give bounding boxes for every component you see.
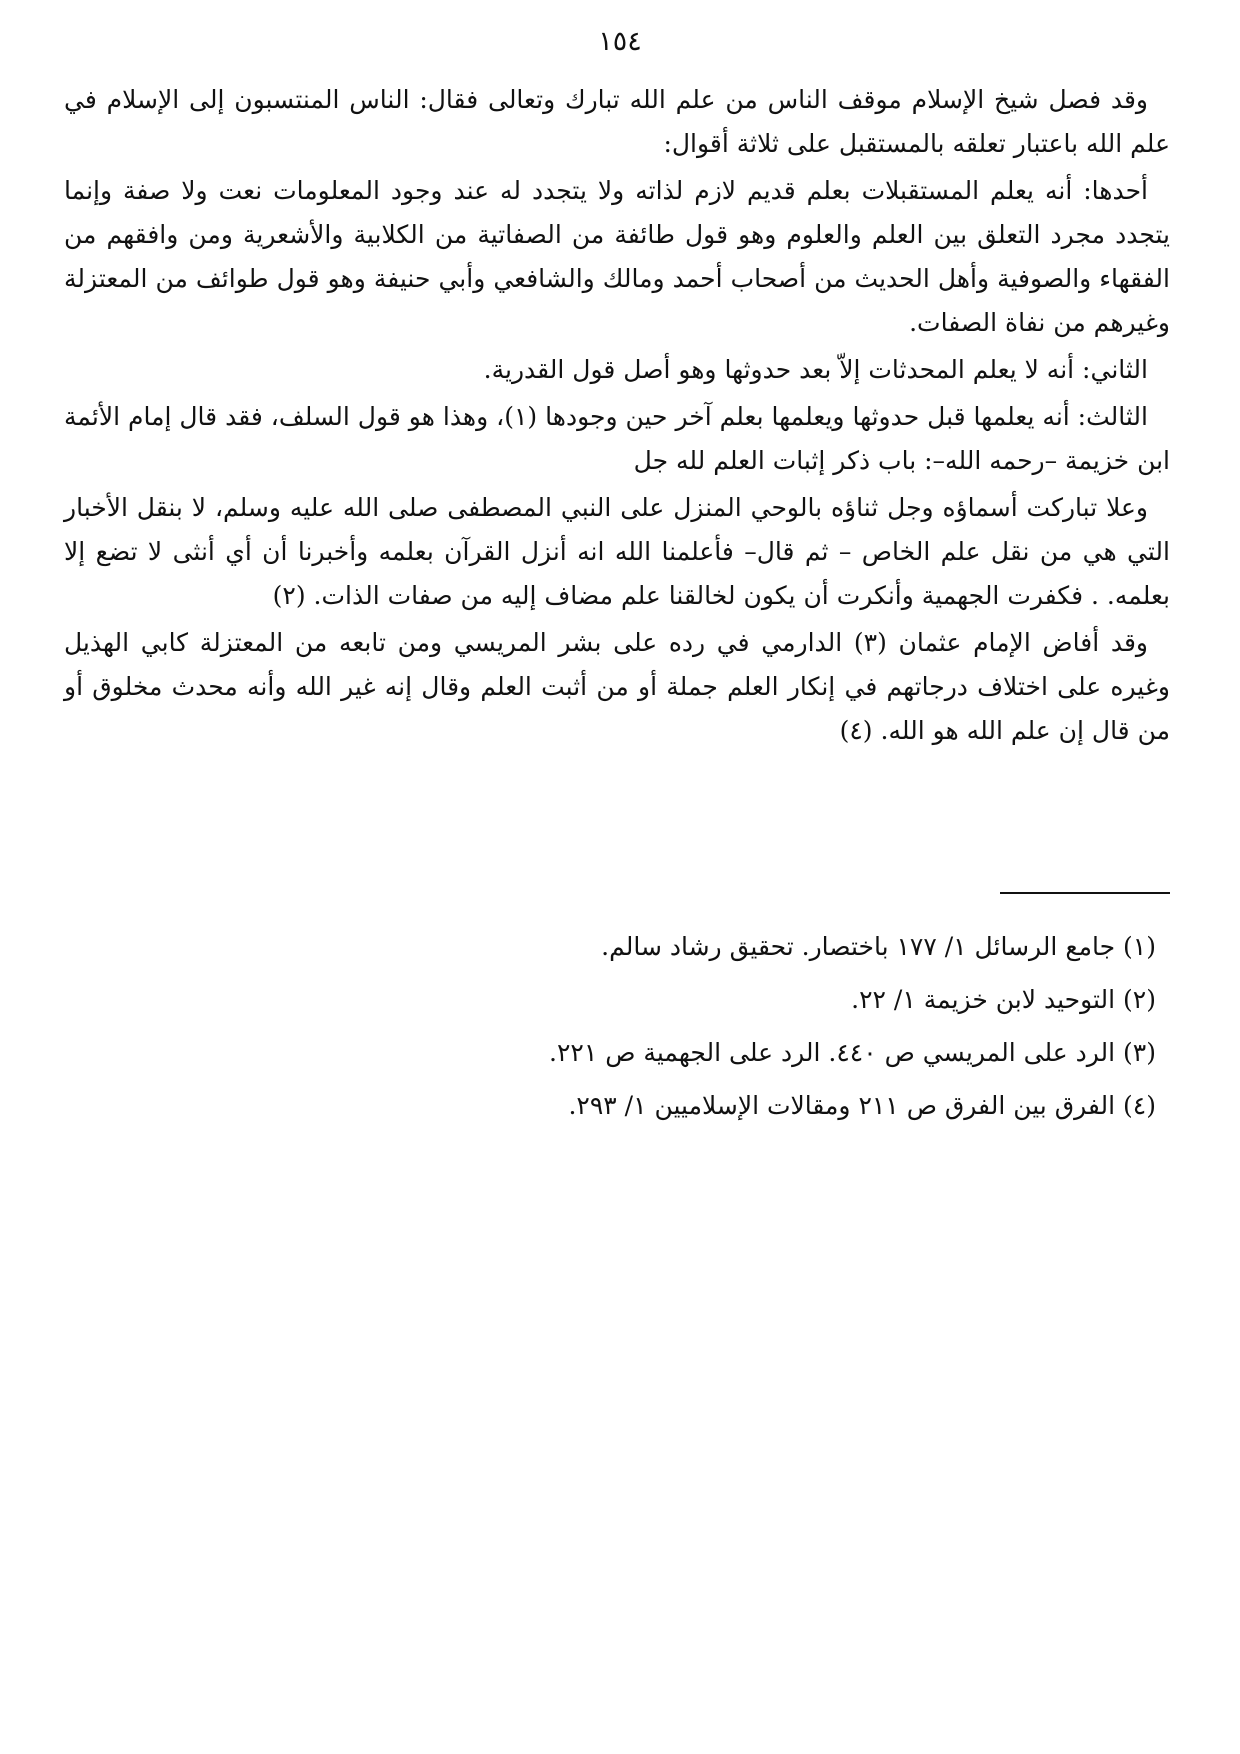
footnote-4: (٤) الفرق بين الفرق ص ٢١١ ومقالات الإسلاميين ١/ ٢٩٣. [568,1091,1156,1120]
paragraph-darimi: وقد أفاض الإمام عثمان (٣) الدارمي في رده على بشر المريسي ومن تابعه من المعتزلة كابي الهذيل وغيره على اختلاف درجاتهم في إنكار العلم جملة أو من أثبت العلم وقال إنه غير الله وأنه محدث مخلوق أو من قال إن علم الله هو الله. (٤) [64,628,1170,745]
page-number: ١٥٤ [598,26,642,57]
paragraph-first-view: أحدها: أنه يعلم المستقبلات بعلم قديم لازم لذاته ولا يتجدد له عند وجود المعلومات نعت ولا صفة وإنما يتجدد مجرد التعلق بين العلم والعلوم وهو قول طائفة من الصفاتية من الكلابية والأشعرية ومن وافقهم من الفقهاء والصوفية وأهل الحديث من أصحاب أحمد ومالك والشافعي وأبي حنيفة وهو قول طوائف من المعتزلة وغيرهم من نفاة الصفات. [64,176,1170,337]
paragraph-quote: وعلا تباركت أسماؤه وجل ثناؤه بالوحي المنزل على النبي المصطفى صلى الله عليه وسلم، لا بنقل الأخبار التي هي من نقل علم الخاص – ثم قال– فأعلمنا الله انه أنزل القرآن بعلمه وأخبرنا أن أي أنثى لا تضع إلا بعلمه. . فكفرت الجهمية وأنكرت أن يكون لخالقنا علم مضاف إليه من صفات الذات. (٢) [64,493,1170,610]
footnote-1: (١) جامع الرسائل ١/ ١٧٧ باختصار. تحقيق رشاد سالم. [601,932,1156,961]
footnote-2: (٢) التوحيد لابن خزيمة ١/ ٢٢. [851,985,1156,1014]
paragraph-intro: وقد فصل شيخ الإسلام موقف الناس من علم الله تبارك وتعالى فقال: الناس المنتسبون إلى الإسلام في علم الله باعتبار تعلقه بالمستقبل على ثلاثة أقوال: [64,85,1170,158]
paragraph-second-view: الثاني: أنه لا يعلم المحدثات إلاّ بعد حدوثها وهو أصل قول القدرية. [483,355,1148,384]
footnote-separator [1000,892,1170,894]
footnote-3: (٣) الرد على المريسي ص ٤٤٠. الرد على الجهمية ص ٢٢١. [549,1038,1156,1067]
main-text [64,78,1170,756]
footnotes [64,920,1170,1132]
paragraph-third-view: الثالث: أنه يعلمها قبل حدوثها ويعلمها بعلم آخر حين وجودها (١)، وهذا هو قول السلف، فقد قال إمام الأئمة ابن خزيمة –رحمه الله–: باب ذكر إثبات العلم لله جل [64,402,1170,475]
